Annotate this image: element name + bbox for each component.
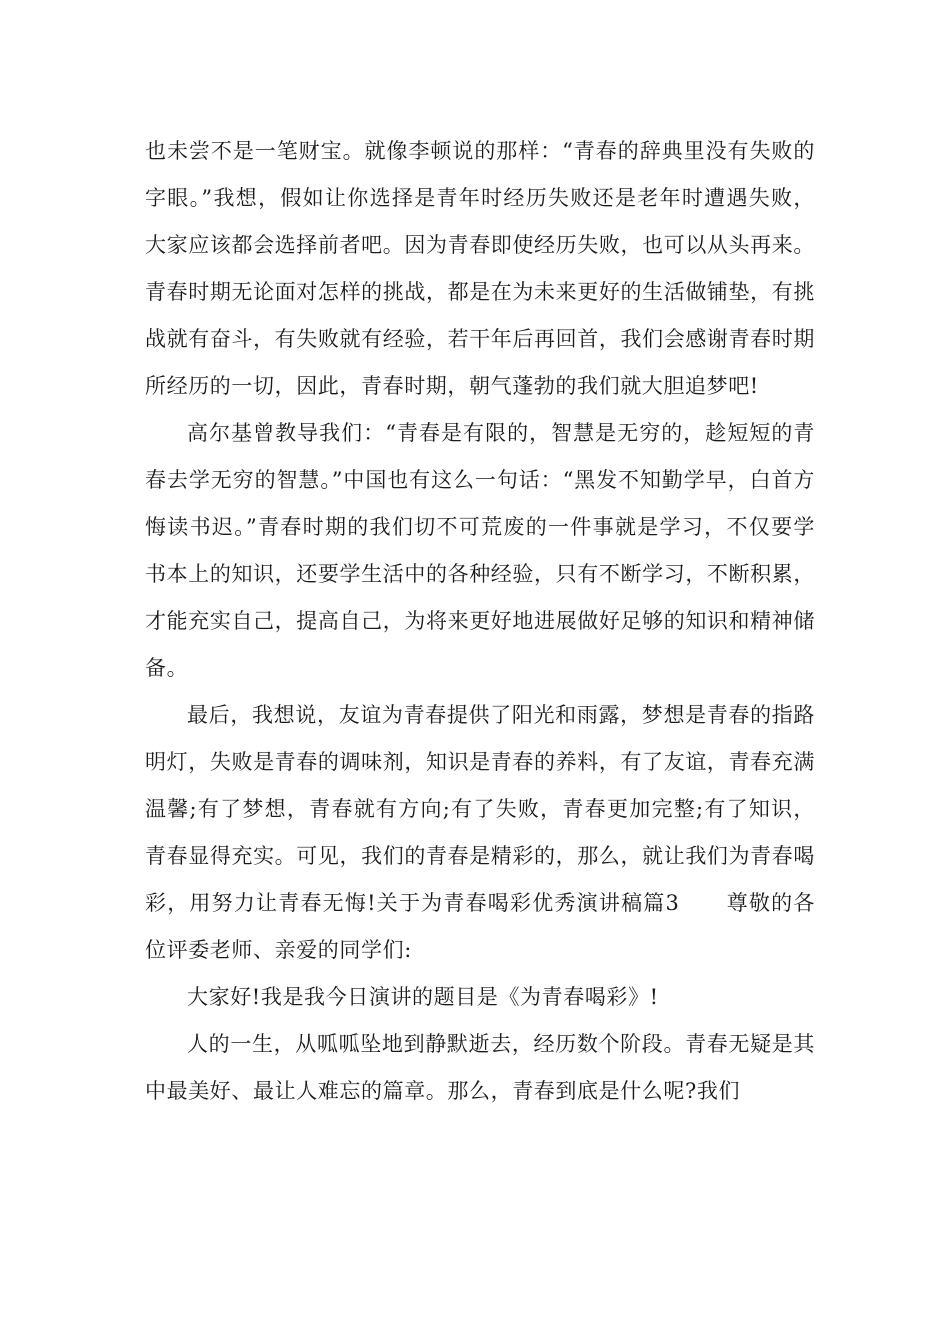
paragraph-1: 也未尝不是一笔财宝。就像李顿说的那样：“青春的辞典里没有失败的字眼。”我想，假如让你选择是青年时经历失败还是老年时遭遇失败，大家应该都会选择前者吧。因为青春即使经历失败，也可以从头再来。青春时期无论面对怎样的挑战，都是在为未来更好的生活做铺垫，有挑战就有奋斗，有失败就有经验，若干年后再回首，我们会感谢青春时期所经历的一切，因此，青春时期，朝气蓬勃的我们就大胆追梦吧!	[145, 139, 815, 398]
paragraph-2: 高尔基曾教导我们：“青春是有限的，智慧是无穷的，趁短短的青春去学无穷的智慧。”中国也有这么一句话：“黑发不知勤学早，白首方悔读书迟。”青春时期的我们切不可荒废的一件事就是学习，不仅要学书本上的知识，还要学生活中的各种经验，只有不断学习，不断积累，才能充实自己，提高自己，为将来更好地进展做好足够的知识和精神储备。	[145, 421, 815, 680]
document-body	[145, 128, 815, 1115]
paragraph-3: 最后，我想说，友谊为青春提供了阳光和雨露，梦想是青春的指路明灯，失败是青春的调味剂，知识是青春的养料，有了友谊，青春充满温馨;有了梦想，青春就有方向;有了失败，青春更加完整;有了知识，青春显得充实。可见，我们的青春是精彩的，那么，就让我们为青春喝彩，用努力让青春无悔!关于为青春喝彩优秀演讲稿篇3 尊敬的各位评委老师、亲爱的同学们:	[145, 703, 815, 962]
paragraph-4: 大家好!我是我今日演讲的题目是《为青春喝彩》!	[187, 985, 659, 1009]
paragraph-5: 人的一生，从呱呱坠地到静默逝去，经历数个阶段。青春无疑是其中最美好、最让人难忘的篇章。那么，青春到底是什么呢?我们	[145, 1032, 815, 1103]
